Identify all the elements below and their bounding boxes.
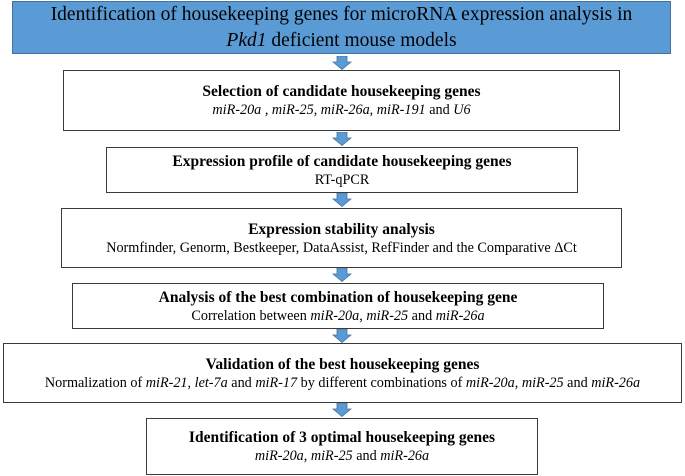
gene-name: miR-26a [591, 374, 641, 391]
title-gene-name: Pkd1 [226, 29, 267, 51]
gene-name: miR-20a [310, 307, 360, 324]
step-box-identification [146, 418, 538, 475]
arrow-down-icon [332, 193, 352, 207]
gene-name: let-7a [194, 374, 228, 391]
arrow-down-icon [332, 403, 352, 417]
step-heading: Expression profile of candidate housekeeping genes [172, 152, 512, 170]
gene-name: miR-26a [320, 102, 370, 118]
step-box-stability-analysis [61, 208, 622, 268]
step-box-selection [63, 70, 620, 131]
title-line-2-rest: deficient mouse models [266, 29, 457, 51]
gene-name: miR-20a [212, 102, 262, 118]
step-heading: Identification of 3 optimal housekeeping genes [188, 429, 496, 446]
gene-name: miR-20a [465, 374, 515, 391]
step-subtext [315, 171, 370, 189]
arrow-down-icon [332, 268, 352, 282]
title-box [12, 1, 671, 54]
step-subtext-run: by different combinations of [297, 374, 466, 391]
step-heading: Analysis of the best combination of housekeeping gene [158, 288, 518, 306]
arrow-down-icon [332, 329, 352, 343]
step-subtext-run: , [261, 102, 272, 118]
step-box-expression-profile [106, 147, 578, 193]
step-subtext-run: Correlation between [191, 307, 311, 324]
title-line-2 [226, 28, 456, 54]
step-subtext-run: and [563, 374, 592, 391]
step-box-best-combination [72, 283, 604, 329]
step-subtext-run: RT-qPCR [314, 171, 370, 188]
gene-name: miR-191 [376, 102, 426, 118]
gene-name: miR-25 [271, 102, 314, 118]
gene-name: miR-20a [254, 448, 304, 464]
gene-name: miR-21 [145, 374, 188, 391]
step-heading: Expression stability analysis [248, 220, 435, 238]
arrow-down-icon [332, 56, 352, 70]
step-subtext-run: , [514, 374, 522, 391]
step-subtext-run: Normalization of [44, 374, 146, 391]
step-subtext-run: , [187, 374, 195, 391]
step-subtext-run: , [369, 102, 377, 118]
step-box-validation [3, 343, 682, 403]
step-subtext-run: , [359, 307, 367, 324]
step-subtext [191, 307, 484, 325]
step-subtext-run: , [313, 102, 321, 118]
step-subtext-run: Normfinder, Genorm, Bestkeeper, DataAssist, RefFinder and the Comparative ΔCt [106, 239, 577, 256]
step-subtext [212, 101, 470, 119]
gene-name: miR-25 [366, 307, 409, 324]
step-heading: Selection of candidate housekeeping genes [202, 83, 481, 100]
gene-name: miR-25 [310, 448, 353, 464]
step-subtext [45, 374, 640, 392]
step-subtext [106, 239, 577, 257]
step-subtext-run: and [227, 374, 256, 391]
step-subtext-run: and [425, 102, 454, 118]
gene-name: miR-26a [380, 448, 430, 464]
title-line-1: Identification of housekeeping genes for microRNA expression analysis in [50, 3, 633, 25]
gene-name: miR-26a [435, 307, 485, 324]
step-subtext [255, 447, 429, 465]
step-subtext-run: and [408, 307, 436, 324]
step-subtext-run: and [352, 448, 381, 464]
arrow-down-icon [332, 132, 352, 146]
gene-name: miR-25 [521, 374, 564, 391]
gene-name: U6 [453, 102, 471, 118]
step-heading: Validation of the best housekeeping genes [205, 355, 480, 373]
step-subtext-run: , [303, 448, 311, 464]
gene-name: miR-17 [255, 374, 298, 391]
